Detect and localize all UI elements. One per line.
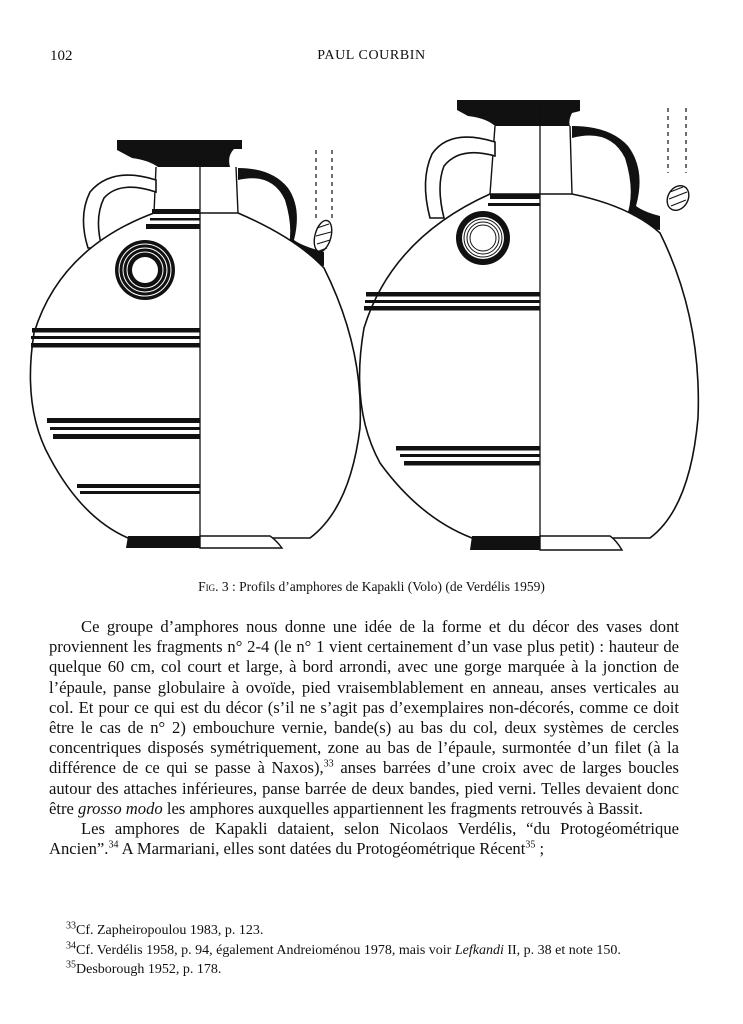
footnote-ref-34[interactable]: 34 (108, 839, 119, 851)
footnote-text: Cf. Zapheiropoulou 1983, p. 123. (76, 923, 264, 938)
amphora-figure (20, 88, 720, 558)
paragraph-1-text-c: les amphores auxquelles appartiennent les fragments retrouvés à Bassit. (162, 798, 643, 818)
figure-caption-label: Fig. (198, 579, 219, 594)
footnote-ref-35[interactable]: 35 (525, 839, 536, 851)
paragraph-2-text-a: Les amphores de Kapakli dataient, selon Nicolaos Verdélis, “du Protogéométrique Ancien”. (49, 819, 679, 859)
running-head: PAUL COURBIN (317, 48, 426, 63)
amphora-left-body (30, 213, 360, 538)
footnote-text: Cf. Verdélis 1958, p. 94, également Andreioménou 1978, mais voir (76, 942, 455, 958)
paragraph-1-text-a: Ce groupe d’amphores nous donne une idée de la forme et du décor des vases dont proviennent les fragments n° 2-4 (le n° 1 vient certainement d’un vase plus petit) : hauteur de quelque 60 cm, col court et large, à bord arrondi, avec une gorge marquée à la jonction de l’épaule, panse globulaire à ovoïde, pied vraisemblablement en anneau, anses verticales au col. Et pour ce qui est du décor (s’il ne s’agit pas d’exemplaires non-décorés, comme ce doit être le cas de n° 2) embouchure vernie, bande(s) au bas du col, deux systèmes de cercles concentriques disposés symétriquement, zone au bas de l’épaule, surmontée d’un filet (à la différence de ce qui se passe à Naxos), (49, 617, 679, 778)
body-text (49, 617, 679, 859)
paragraph-1-italic: grosso modo (78, 798, 163, 818)
footnote-35 (66, 960, 686, 980)
footnotes (66, 921, 686, 980)
amphora-left-rim (117, 140, 242, 167)
footnote-number: 35 (66, 959, 76, 971)
footnote-ref-33[interactable]: 33 (323, 758, 334, 770)
amphora-right-body (360, 194, 699, 538)
footnote-34 (66, 941, 686, 961)
figure-caption-text: : Profils d’amphores de Kapakli (Volo) (de Verdélis 1959) (228, 579, 545, 594)
amphora-right (360, 100, 699, 550)
amphora-right-rim (457, 100, 580, 126)
figure-caption-number: 3 (221, 579, 229, 594)
footnote-text: Desborough 1952, p. 178. (76, 962, 222, 977)
footnote-number: 34 (66, 939, 76, 951)
paragraph-2-text-b: A Marmariani, elles sont datées du Protogéométrique Récent (118, 839, 526, 859)
paragraph-1-text-b: anses barrées d’une croix avec de larges boucles autour des attaches inférieures, panse barrée de deux bandes, pied verni. Telles devaient donc être (49, 758, 679, 818)
footnote-italic: Lefkandi (454, 942, 504, 958)
paragraph-2 (49, 819, 679, 859)
figure-caption (0, 579, 743, 595)
page-number: 102 (50, 48, 73, 64)
paragraph-2-text-c: ; (535, 839, 545, 859)
footnote-number: 33 (66, 920, 76, 932)
paragraph-1 (49, 617, 679, 819)
footnote-text: II, p. 38 et note 150. (503, 942, 621, 958)
footnote-33 (66, 921, 686, 941)
amphora-left (30, 140, 360, 548)
